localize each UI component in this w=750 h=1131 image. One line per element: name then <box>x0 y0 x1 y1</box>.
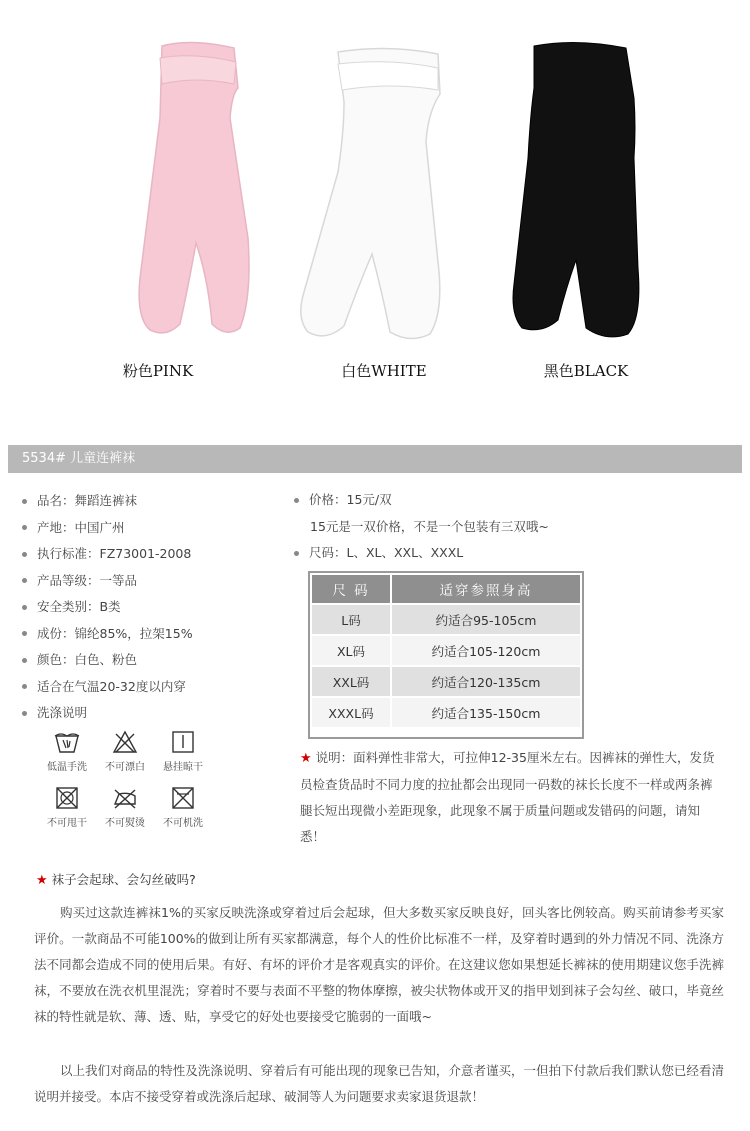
spec-item <box>22 488 193 515</box>
color-label-white: 白色WHITE <box>341 362 427 380</box>
star-icon: ★ <box>36 873 48 888</box>
color-label-pink: 粉色PINK <box>122 362 194 380</box>
price-note: 15元是一双价格，不是一个包装有三双哦~ <box>310 518 549 534</box>
bullet-icon <box>22 552 27 557</box>
bullet-icon <box>22 499 27 504</box>
care-label: 悬挂晾干 <box>163 762 203 773</box>
care-item <box>148 730 218 773</box>
white-tights-image <box>298 42 458 347</box>
hand-wash-icon <box>54 730 80 754</box>
price-text: 价格：15元/双 <box>309 492 392 507</box>
table-cell: 约适合95-105cm <box>391 604 581 635</box>
table-row <box>311 604 581 635</box>
table-row <box>311 666 581 697</box>
sizes-text: 尺码：L、XL、XXL、XXXL <box>309 545 464 560</box>
spec-text: 产地：中国广州 <box>37 519 125 535</box>
no-tumble-dry-icon <box>55 786 79 810</box>
spec-text: 成份：锦纶85%，拉架15% <box>37 625 193 641</box>
bullet-icon <box>22 684 27 689</box>
pink-tights-image <box>130 38 260 343</box>
bullet-icon <box>22 631 27 636</box>
spec-text: 品名：舞蹈连裤袜 <box>37 493 138 508</box>
care-label: 不可机洗 <box>163 818 203 829</box>
table-row <box>311 697 581 728</box>
size-table <box>310 573 582 729</box>
faq-title <box>36 870 196 888</box>
note-text: 说明：面料弹性非常大，可拉伸12-35厘米左右。因裤袜的弹性大，发货员检查货品时不同力度的拉扯都会出现同一码数的袜长长度不一样或两条裤腿长短出现微小差距现象，此现象不属于质量问题或发错码的问题，请知悉！ <box>300 750 715 844</box>
table-cell: 约适合135-150cm <box>391 697 581 728</box>
care-label: 不可熨烫 <box>105 818 145 829</box>
spec-text: 产品等级：一等品 <box>37 572 138 588</box>
spec-item <box>22 621 193 648</box>
table-cell: 约适合105-120cm <box>391 635 581 666</box>
no-machine-wash-icon <box>171 786 195 810</box>
table-header: 尺 码 <box>311 574 391 604</box>
spec-item <box>22 674 193 701</box>
spec-text: 洗涤说明 <box>37 705 88 720</box>
elasticity-note <box>300 745 720 850</box>
bullet-icon <box>22 605 27 610</box>
faq-title-text: 袜子会起球、会勾丝破吗? <box>51 872 196 887</box>
bullet-icon <box>22 525 27 530</box>
table-cell: XXXL码 <box>311 697 391 728</box>
faq-paragraph-2: 以上我们对商品的特性及洗涤说明、穿着后有可能出现的现象已告知，介意者谨买，一但拍下付款后我们默认您已经看清说明并接受。本店不接受穿着或洗涤后起球、破洞等人为问题要求卖家退货退款！ <box>34 1063 724 1104</box>
hang-dry-icon <box>171 730 195 754</box>
table-header-row <box>311 574 581 604</box>
spec-list-left <box>22 488 193 727</box>
bullet-icon <box>294 551 299 556</box>
table-row <box>311 635 581 666</box>
table-header: 适穿参照身高 <box>391 574 581 604</box>
faq-paragraph-1: 购买过这款连裤袜1%的买家反映洗涤或穿着过后会起球，但大多数买家反映良好，回头客比例较高。购买前请参考买家评价。一款商品不可能100%的做到让所有买家都满意，每个人的性价比标准不一样，及穿着时遇到的外力情况不同、洗涤方法不同都会造成不同的使用后果。有好、有坏的评价才是客观真实的评价。在这建议您如果想延长裤袜的使用期建议您手洗裤袜，不要放在洗衣机里混洗；穿着时不要与表面不平整的物体摩擦，被尖状物体或开叉的指甲划到袜子会勾丝、破口，毕竟丝袜的特性就是软、薄、透、贴，享受它的好处也要接受它脆弱的一面哦~ <box>34 905 724 1024</box>
table-cell: XL码 <box>311 635 391 666</box>
spec-item <box>22 647 193 674</box>
table-cell: L码 <box>311 604 391 635</box>
spec-item <box>22 568 193 595</box>
color-label-black: 黑色BLACK <box>543 362 629 380</box>
care-label: 不可甩干 <box>47 818 87 829</box>
no-bleach-icon <box>112 730 138 754</box>
black-tights-image <box>510 38 650 343</box>
care-label: 低温手洗 <box>47 762 87 773</box>
bullet-icon <box>22 578 27 583</box>
table-cell: 约适合120-135cm <box>391 666 581 697</box>
spec-text: 颜色：白色、粉色 <box>37 652 138 667</box>
spec-text: 安全类别：B类 <box>37 599 121 614</box>
spec-item <box>294 487 549 514</box>
product-photos <box>0 0 750 440</box>
spec-item <box>22 700 193 727</box>
care-item <box>148 786 218 829</box>
care-label: 不可漂白 <box>105 762 145 773</box>
spec-item <box>22 515 193 542</box>
spec-item <box>22 594 193 621</box>
table-cell: XXL码 <box>311 666 391 697</box>
bullet-icon <box>294 498 299 503</box>
spec-list-right <box>294 487 549 567</box>
no-iron-icon <box>111 786 139 810</box>
bullet-icon <box>22 711 27 716</box>
spec-text: 适合在气温20-32度以内穿 <box>37 678 186 694</box>
spec-item <box>22 541 193 568</box>
product-title-bar: 5534# 儿童连裤袜 <box>8 445 742 473</box>
star-icon: ★ <box>300 751 312 766</box>
bullet-icon <box>22 658 27 663</box>
spec-text: 执行标准：FZ73001-2008 <box>37 546 192 561</box>
spec-item <box>294 540 549 567</box>
